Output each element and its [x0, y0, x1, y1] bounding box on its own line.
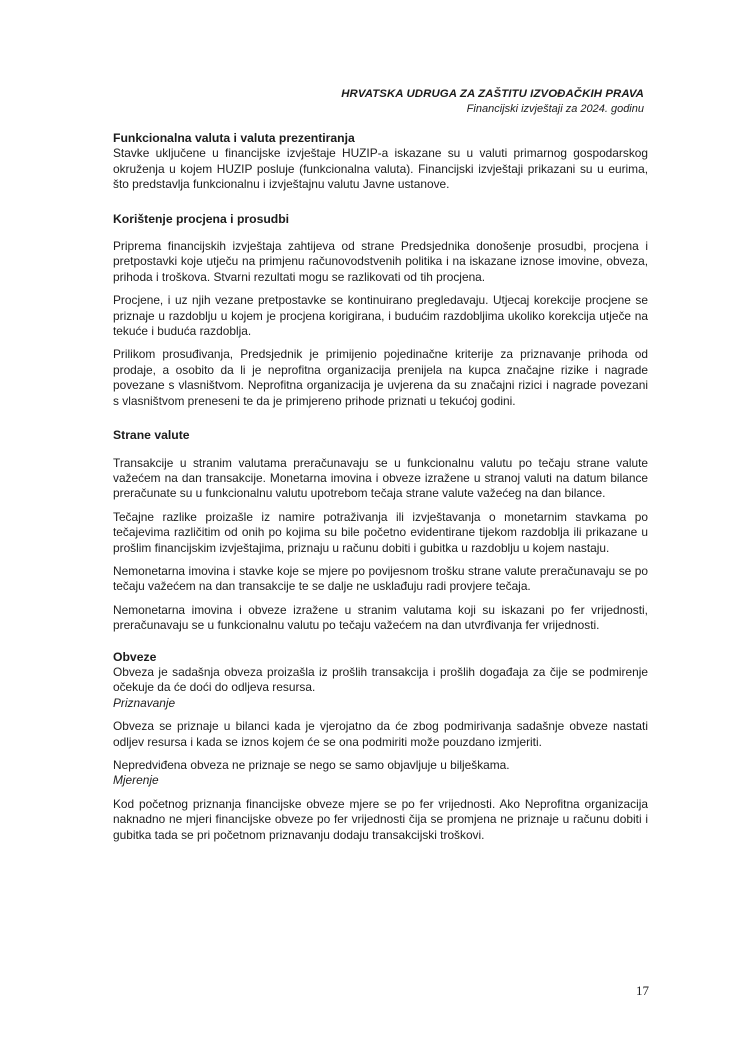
paragraph: Nemonetarna imovina i stavke koje se mjere po povijesnom trošku strane valute preračunavaju se po tečaju važećem na dan transakcije te se dalje ne usklađuju radi provjere tečaja. [113, 563, 648, 594]
paragraph: Obveza je sadašnja obveza proizašla iz prošlih transakcija i prošlih događaja za čije se podmirenje očekuje da će doći do odljeva resursa. [113, 664, 648, 695]
paragraph: Priprema financijskih izvještaja zahtijeva od strane Predsjednika donošenje prosudbi, procjena i pretpostavki koje utječu na primjenu računovodstvenih politika i na iskazane iznose imovine, obveza, prihoda i troškova. Stvarni rezultati mogu se razlikovati od tih procjena. [113, 239, 648, 284]
paragraph: Procjene, i uz njih vezane pretpostavke se kontinuirano pregledavaju. Utjecaj korekcije procjene se priznaje u razdoblju u kojem je procjena korigirana, i budućim razdobljima ukoliko korekcija utječe na tekuće i buduća razdoblja. [113, 293, 648, 339]
section-heading: Korištenje procjena i prosudbi [113, 211, 290, 226]
paragraph: Nemonetarna imovina i obveze izražene u stranim valutama koji su iskazani po fer vrijednosti, preračunavaju se u funkcionalnu valutu po tečaju važećem na dan utvrđivanja fer vrijednosti. [113, 602, 648, 633]
paragraph: Transakcije u stranim valutama preračunavaju se u funkcionalnu valutu po tečaju strane valute važećem na dan transakcije. Monetarna imovina i obveze izražene u stranoj valuti na datum bilance preračunate su u funkcionalnu valutu upotrebom tečaja strane valute važećeg na dan bilance. [113, 455, 648, 501]
paragraph: Prilikom prosuđivanja, Predsjednik je primijenio pojedinačne kriterije za priznavanje prihoda od prodaje, a osobito da li je neprofitna organizacija prenijela na kupca značajne rizike i nagrade povezane s vlasništvom. Neprofitna organizacija je uvjerena da su značajni rizici i nagrade povezani s vlasništvom preneseni te da je primjereno prihode priznati u tekućoj godini. [113, 347, 648, 408]
organization-name: HRVATSKA UDRUGA ZA ZAŠTITU IZVOĐAČKIH PRAVA [341, 88, 644, 100]
paragraph: Kod početnog priznanja financijske obveze mjere se po fer vrijednosti. Ako Neprofitna organizacija naknadno ne mjeri financijske obveze po fer vrijednosti čija se promjena ne priznaje u računu dobiti i gubitka tada se pri početnom priznavanju dodaju transakcijski troškovi. [113, 796, 648, 842]
section-heading: Funkcionalna valuta i valuta prezentiranja [113, 131, 355, 145]
page-number: 17 [636, 983, 649, 998]
section-functional-currency [113, 131, 648, 193]
document-body [113, 131, 648, 851]
report-subtitle: Financijski izvještaji za 2024. godinu [466, 103, 644, 115]
paragraph: Stavke uključene u financijske izvještaje HUZIP-a iskazane su u valuti primarnog gospodarskog okruženja u kojem HUZIP posluje (funkcionalna valuta). Financijski izvještaji prikazani su u eurima, što predstavlja funkcionalnu i izvještajnu valutu Javne ustanove. [113, 146, 648, 192]
section-estimates [113, 212, 648, 409]
section-heading: Strane valute [113, 428, 190, 443]
section-foreign-currency [113, 428, 648, 633]
page-header [341, 87, 644, 116]
subheading-measurement: Mjerenje [113, 773, 159, 788]
subheading-recognition: Priznavanje [113, 695, 176, 710]
paragraph: Nepredviđena obveza ne priznaje se nego se samo objavljuje u bilješkama. [113, 758, 510, 772]
paragraph: Obveza se priznaje u bilanci kada je vjerojatno da će zbog podmirivanja sadašnje obveze nastati odljev resursa i kada se iznos kojem će se ona podmiriti može pouzdano izmjeriti. [113, 719, 648, 749]
paragraph: Tečajne razlike proizašle iz namire potraživanja ili izvještavanja o monetarnim stavkama po tečajevima različitim od onih po kojima su bile početno evidentirane tijekom razdoblja ili prikazane u prošlim financijskim izvještajima, priznaju u računu dobiti i gubitka u razdoblju u kojem nastaju. [113, 509, 648, 555]
section-liabilities [113, 650, 648, 843]
section-heading: Obveze [113, 649, 157, 664]
